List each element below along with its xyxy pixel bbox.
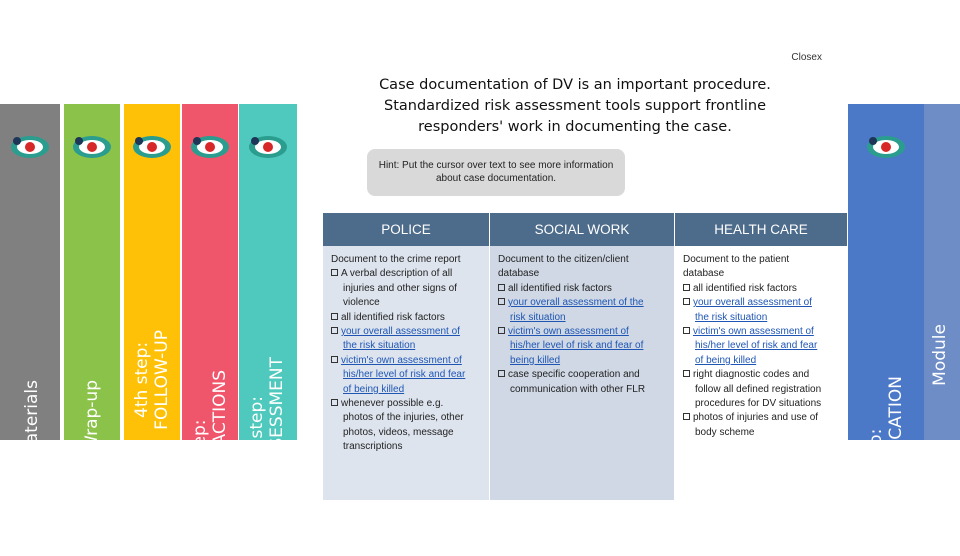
checkbox-bullet-icon xyxy=(683,284,690,291)
logo-icon xyxy=(865,134,907,160)
tab-step3-line2: OUTLINING ACTIONS xyxy=(210,370,230,546)
page-headline: Case documentation of DV is an important procedure. Standardized risk assessment tools support frontline responders' work in documenting the case. xyxy=(379,77,771,135)
info-link-line[interactable] xyxy=(498,311,668,325)
info-link-line[interactable] xyxy=(683,311,841,325)
info-link-line[interactable] xyxy=(683,325,841,339)
list-item-text: photos, videos, message xyxy=(343,426,454,438)
tab-module-label xyxy=(930,324,950,386)
logo-icon xyxy=(247,134,289,160)
column-health-care-title: HEALTH CARE xyxy=(675,213,847,246)
list-item-text: procedures for DV situations xyxy=(695,398,822,410)
list-item xyxy=(683,411,841,425)
tab-step3-line1: 3rd step: xyxy=(190,419,210,496)
list-item xyxy=(331,282,483,296)
column-health-care xyxy=(675,213,847,500)
column-social-work-title: SOCIAL WORK xyxy=(490,213,674,246)
checkbox-bullet-icon xyxy=(683,327,690,334)
list-item-text: photos of injuries and use of xyxy=(693,412,819,424)
list-item xyxy=(683,267,841,281)
list-item xyxy=(331,267,483,281)
info-link-line[interactable] xyxy=(683,354,841,368)
info-link-line[interactable] xyxy=(683,339,841,353)
list-item xyxy=(683,383,841,397)
list-item xyxy=(683,397,841,411)
list-item xyxy=(331,440,483,454)
tab-step4-line1: 4th step: xyxy=(132,341,152,418)
info-link-text[interactable]: risk situation xyxy=(510,311,566,323)
tab-module[interactable] xyxy=(920,104,960,440)
column-social-work xyxy=(490,213,674,500)
tab-step2-line1: 2nd step: xyxy=(247,395,267,477)
list-item xyxy=(498,253,668,267)
tab-step2-line2: RISK ASSESSMENT xyxy=(267,357,287,516)
info-link-line[interactable] xyxy=(331,383,483,397)
list-item-text: injuries and other signs of xyxy=(343,282,457,294)
info-link-line[interactable] xyxy=(331,339,483,353)
tab-materials-text: Materials xyxy=(22,380,42,458)
list-item xyxy=(498,368,668,382)
tab-step1[interactable] xyxy=(848,104,924,556)
list-item-text: body scheme xyxy=(695,426,755,438)
tab-step1-line2: RISK IDENTIFICATION xyxy=(886,376,906,556)
list-item xyxy=(683,253,841,267)
checkbox-bullet-icon xyxy=(498,370,505,377)
info-link-text[interactable]: the risk situation xyxy=(343,340,416,352)
hint-box: Hint: Put the cursor over text to see more information about case documentation. xyxy=(367,149,625,196)
column-police-body xyxy=(323,246,489,500)
checkbox-bullet-icon xyxy=(331,313,338,320)
tab-step2[interactable] xyxy=(239,104,297,516)
checkbox-bullet-icon xyxy=(331,356,338,363)
list-item-text: all identified risk factors xyxy=(508,282,612,294)
checkbox-bullet-icon xyxy=(331,327,338,334)
tab-step3-label xyxy=(190,370,230,545)
logo-icon xyxy=(71,134,113,160)
checkbox-bullet-icon xyxy=(683,413,690,420)
info-link-line[interactable] xyxy=(683,296,841,310)
info-link-text[interactable]: his/her level of risk and fear xyxy=(695,340,818,352)
info-link-text[interactable]: the risk situation xyxy=(695,311,768,323)
checkbox-bullet-icon xyxy=(683,298,690,305)
info-link-text[interactable]: of being killed xyxy=(343,383,405,395)
list-item-text: all identified risk factors xyxy=(341,311,445,323)
tab-step4-line2: FOLLOW-UP xyxy=(152,330,172,430)
tab-wrapup-label xyxy=(82,380,102,452)
checkbox-bullet-icon xyxy=(498,298,505,305)
tab-step2-label xyxy=(247,357,287,515)
info-link-line[interactable] xyxy=(331,325,483,339)
list-item-text: all identified risk factors xyxy=(693,282,797,294)
info-link-text[interactable]: of being killed xyxy=(695,354,757,366)
info-link-line[interactable] xyxy=(498,339,668,353)
tab-step4-label xyxy=(132,330,172,430)
logo-icon xyxy=(189,134,231,160)
tab-step1-line1: 1st step: xyxy=(866,428,886,503)
tab-wrapup-text: Wrap-up xyxy=(82,380,102,452)
info-link-text[interactable]: his/her level of risk and fear of xyxy=(510,340,644,352)
info-link-text[interactable]: victim's own assessment of xyxy=(508,326,629,338)
column-police xyxy=(323,213,489,500)
logo-icon xyxy=(131,134,173,160)
list-item-text: Document to the citizen/client xyxy=(498,254,629,265)
list-item-text: database xyxy=(498,268,540,280)
list-item xyxy=(331,411,483,425)
column-social-work-body xyxy=(490,246,674,500)
info-link-line[interactable] xyxy=(331,354,483,368)
list-item xyxy=(498,267,668,281)
list-item xyxy=(683,426,841,440)
list-item-text: photos of the injuries, other xyxy=(343,412,464,424)
list-item-text: case specific cooperation and xyxy=(508,369,640,381)
info-link-text[interactable]: your overall assessment of the xyxy=(508,297,644,309)
info-link-text[interactable]: your overall assessment of xyxy=(341,326,460,338)
list-item-text: whenever possible e.g. xyxy=(341,398,444,410)
checkbox-bullet-icon xyxy=(331,269,338,276)
list-item-text: right diagnostic codes and xyxy=(693,369,810,381)
list-item-text: violence xyxy=(343,297,380,309)
list-item-text: Document to the patient xyxy=(683,254,790,265)
tab-materials-label xyxy=(22,380,42,458)
tab-materials[interactable] xyxy=(0,104,60,458)
list-item-text: Document to the crime report xyxy=(331,254,461,265)
info-link-text[interactable]: your overall assessment of xyxy=(693,297,812,309)
info-link-line[interactable] xyxy=(498,354,668,368)
list-item-text: A verbal description of all xyxy=(341,268,453,280)
list-item xyxy=(498,282,668,296)
list-item xyxy=(331,311,483,325)
list-item xyxy=(331,397,483,411)
info-link-text[interactable]: victim's own assessment of xyxy=(693,326,814,338)
checkbox-bullet-icon xyxy=(683,370,690,377)
logo-icon xyxy=(9,134,51,160)
list-item xyxy=(331,253,483,267)
list-item xyxy=(331,296,483,310)
info-link-line[interactable] xyxy=(498,296,668,310)
tab-step1-label xyxy=(866,376,906,556)
list-item-text: transcriptions xyxy=(343,441,403,453)
list-item xyxy=(331,426,483,440)
tab-module-text: Module xyxy=(930,324,950,386)
tab-wrapup[interactable] xyxy=(64,104,120,452)
tab-step3[interactable] xyxy=(182,104,238,546)
list-item xyxy=(498,383,668,397)
info-link-line[interactable] xyxy=(331,368,483,382)
info-link-text[interactable]: being killed xyxy=(510,354,561,366)
column-health-care-body xyxy=(675,246,847,500)
list-item-text: follow all defined registration xyxy=(695,383,822,395)
list-item-text: database xyxy=(683,268,725,280)
checkbox-bullet-icon xyxy=(498,284,505,291)
column-police-title: POLICE xyxy=(323,213,489,246)
list-item-text: communication with other FLR xyxy=(510,383,646,395)
info-link-line[interactable] xyxy=(498,325,668,339)
list-item xyxy=(683,282,841,296)
list-item xyxy=(683,368,841,382)
checkbox-bullet-icon xyxy=(498,327,505,334)
info-link-text[interactable]: his/her level of risk and fear xyxy=(343,369,466,381)
tab-step4[interactable] xyxy=(124,104,180,440)
close-button[interactable]: Closex xyxy=(791,52,822,63)
checkbox-bullet-icon xyxy=(331,399,338,406)
info-link-text[interactable]: victim's own assessment of xyxy=(341,354,462,366)
